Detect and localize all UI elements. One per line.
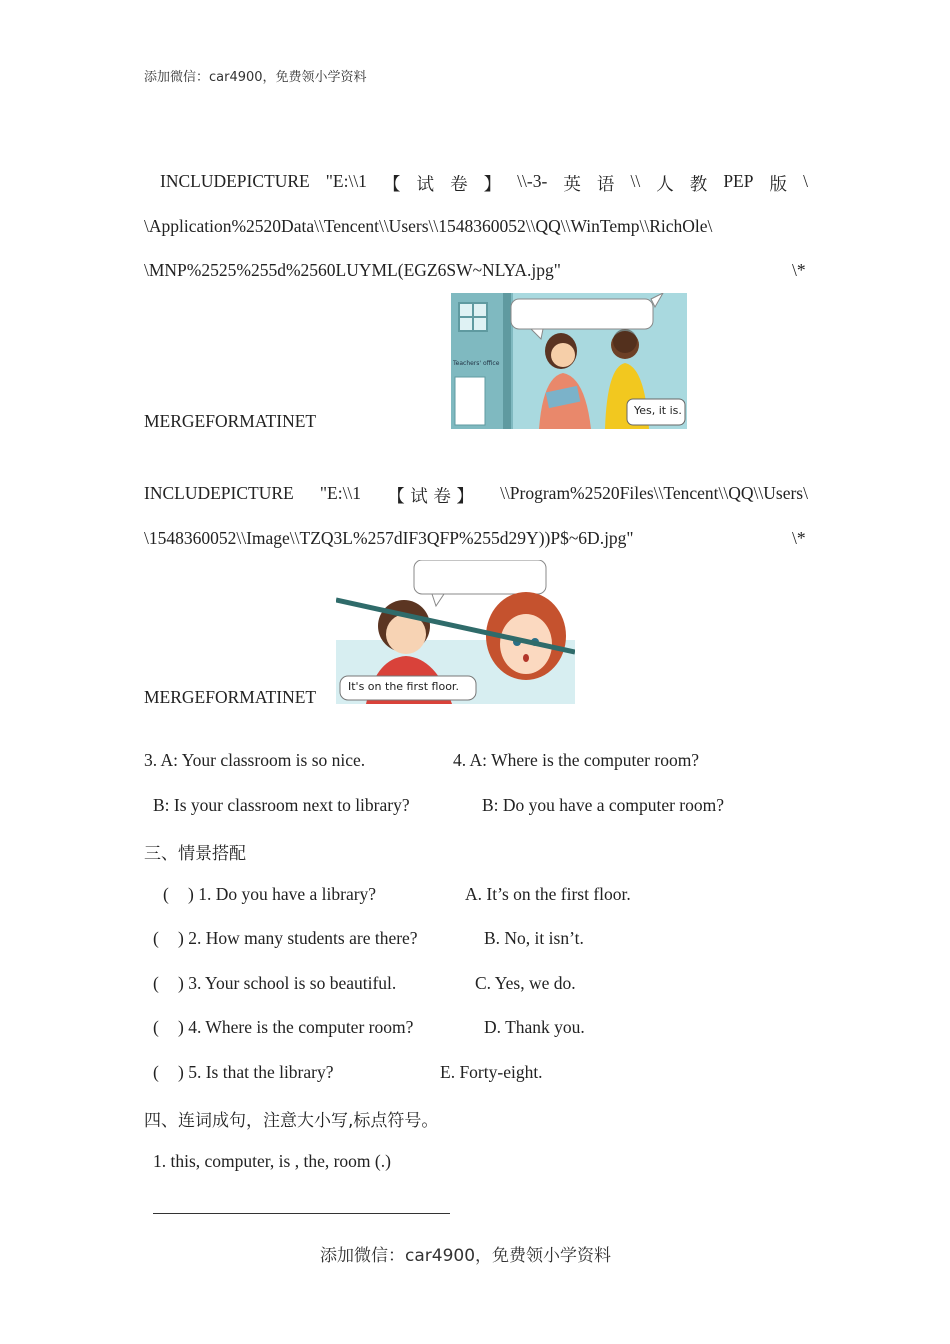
field-code-2-line-2: \1548360052\\Image\\TZQ3L%257dIF3QFP%255d29Y))P$~6D.jpg": [144, 528, 634, 548]
dialogue-4-b: B: Do you have a computer room?: [482, 795, 725, 815]
field-token: 语: [596, 175, 615, 195]
field-code-2-merge: MERGEFORMATINET: [144, 687, 317, 707]
match-row-2-answer: B. No, it isn’t.: [484, 928, 584, 948]
speech-bubble-text: It's on the first floor.: [348, 680, 459, 693]
field-token: \\: [630, 171, 641, 191]
field-token: \: [803, 171, 808, 191]
field-code-1-merge: MERGEFORMATINET: [144, 411, 317, 431]
page-header: 添加微信：car4900，免费领小学资料: [144, 70, 367, 85]
match-row-5-question: ) 5. Is that the library?: [178, 1062, 334, 1082]
field-code-2-line-1: [144, 483, 808, 508]
match-row-4-question: ) 4. Where is the computer room?: [178, 1017, 414, 1037]
field-code-1-line-2: \Application%2520Data\\Tencent\\Users\\1548360052\\QQ\\WinTemp\\RichOle\: [144, 216, 713, 236]
field-token: 【 试 卷 】: [387, 487, 474, 507]
field-token: INCLUDEPICTURE: [144, 483, 294, 503]
match-row-3-paren: (: [153, 973, 159, 993]
dialogue-3-b: B: Is your classroom next to library?: [153, 795, 410, 815]
sentence-item-1: 1. this, computer, is , the, room (.): [153, 1151, 391, 1171]
match-row-5-answer: E. Forty-eight.: [440, 1062, 543, 1082]
field-code-1-line-1: [144, 171, 808, 196]
office-sign: Teachers' office: [453, 360, 500, 367]
speech-bubble-text: Yes, it is.: [634, 404, 682, 417]
dialogue-4-a: 4. A: Where is the computer room?: [453, 750, 700, 770]
field-token: "E:\\1: [325, 171, 367, 191]
match-row-1-answer: A. It’s on the first floor.: [465, 884, 631, 904]
page-footer: 添加微信：car4900，免费领小学资料: [320, 1246, 612, 1266]
match-row-4-paren: (: [153, 1017, 159, 1037]
illustration-first-floor: [336, 560, 575, 704]
match-row-4-answer: D. Thank you.: [484, 1017, 585, 1037]
field-token: 人: [656, 175, 674, 195]
field-token: \\-3-: [517, 171, 548, 191]
field-code-1-switch: \*: [792, 260, 806, 280]
field-token: 试: [416, 175, 435, 195]
match-row-2-paren: (: [153, 928, 159, 948]
section-4-title: 四、连词成句，注意大小写,标点符号。: [144, 1111, 439, 1131]
field-code-2-switch: \*: [792, 528, 806, 548]
field-token: PEP: [723, 171, 754, 191]
match-row-1-question: ) 1. Do you have a library?: [188, 884, 377, 904]
field-code-1-line-3: \MNP%2525%255d%2560LUYML(EGZ6SW~NLYA.jpg": [144, 260, 561, 280]
answer-blank-line: [153, 1213, 450, 1214]
illustration-teachers-office: [451, 293, 687, 429]
field-token: 】: [483, 175, 502, 195]
field-token: \\Program%2520Files\\Tencent\\QQ\\Users\: [500, 483, 808, 503]
field-token: "E:\\1: [319, 483, 362, 503]
match-row-1-paren: (: [163, 884, 169, 904]
field-token: INCLUDEPICTURE: [160, 171, 310, 191]
field-token: 版: [769, 175, 788, 195]
field-token: 英: [563, 175, 581, 195]
field-token: 卷: [450, 175, 468, 195]
match-row-3-question: ) 3. Your school is so beautiful.: [178, 973, 397, 993]
match-row-3-answer: C. Yes, we do.: [475, 973, 576, 993]
match-row-5-paren: (: [153, 1062, 159, 1082]
field-token: 【: [382, 175, 401, 195]
section-3-title: 三、情景搭配: [144, 844, 246, 864]
field-token: 教: [689, 175, 708, 195]
dialogue-3-a: 3. A: Your classroom is so nice.: [144, 750, 366, 770]
match-row-2-question: ) 2. How many students are there?: [178, 928, 418, 948]
